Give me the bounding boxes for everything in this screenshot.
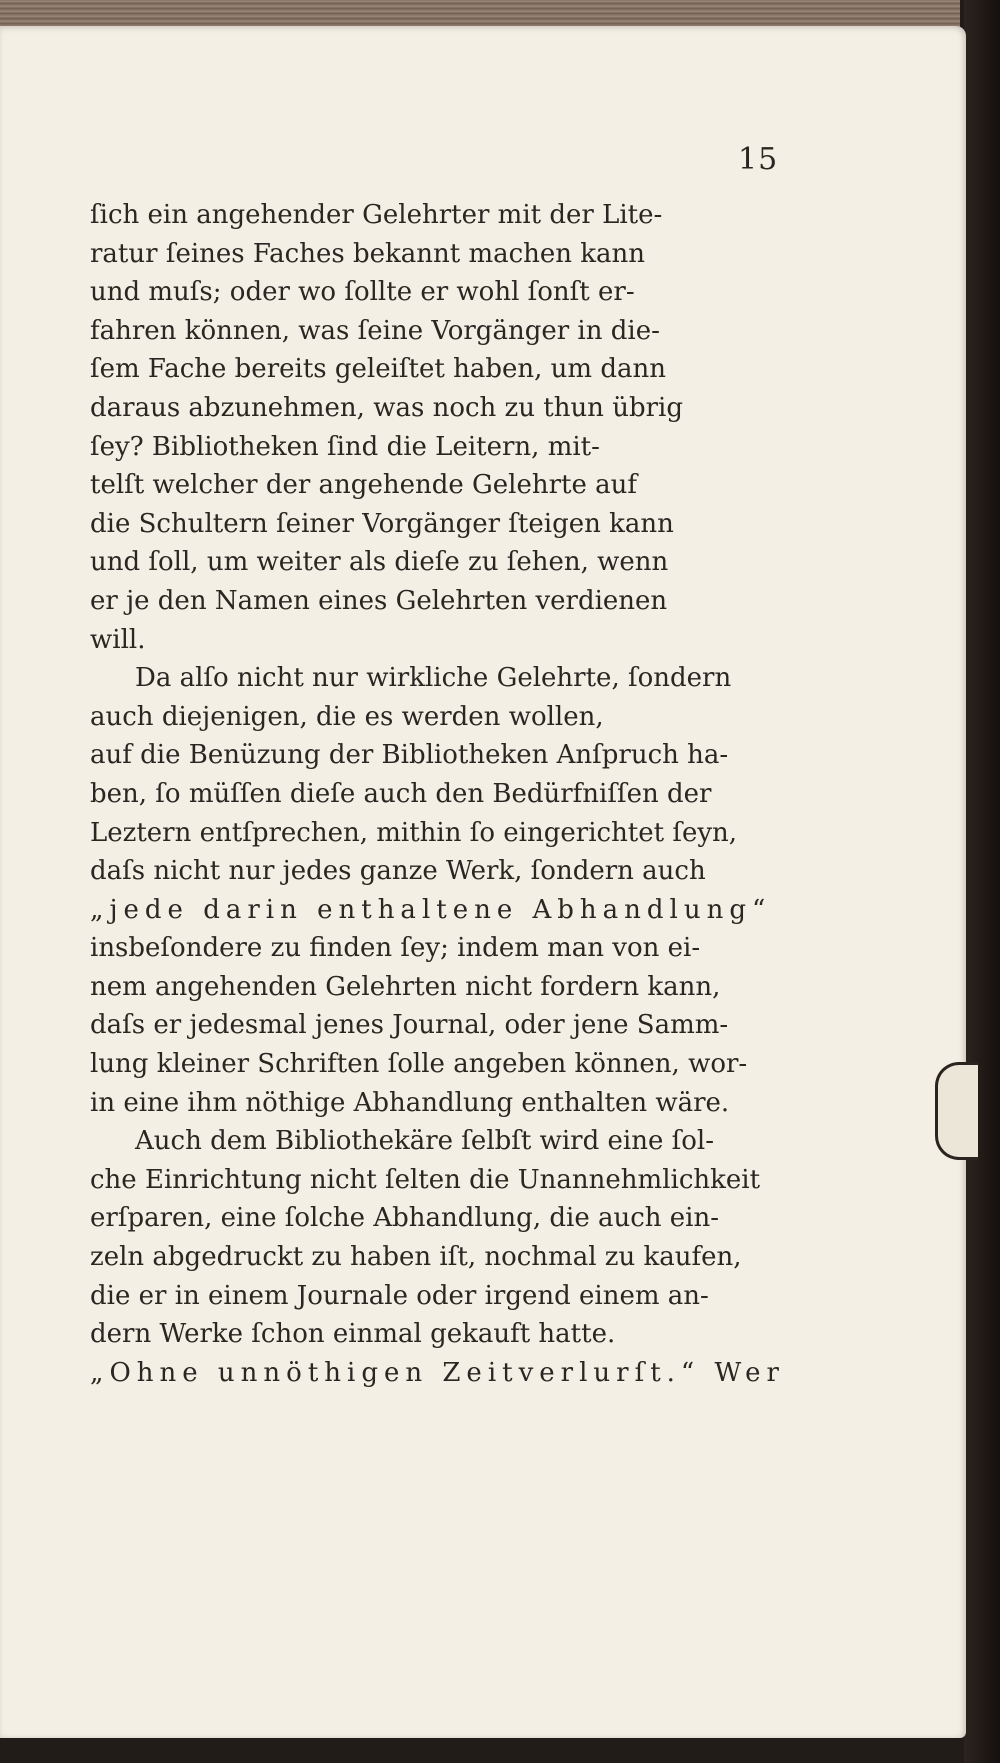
binding-shadow — [964, 0, 1000, 1763]
text-line: Leztern entſprechen, mithin ſo eingerichtet ſeyn, — [90, 817, 738, 848]
text-line: dern Werke ſchon einmal gekauft hatte. — [90, 1319, 616, 1350]
text-line: ſey? Bibliotheken ſind die Leitern, mit- — [90, 431, 600, 462]
text-line: telſt welcher der angehende Gelehrte auf — [90, 470, 638, 501]
text-line: auch diejenigen, die es werden wollen, — [90, 701, 604, 732]
page-clip — [935, 1062, 978, 1160]
text-line: ſich ein angehender Gelehrter mit der Lite- — [90, 200, 663, 230]
text-line: daraus abzunehmen, was noch zu thun übrig — [90, 392, 683, 423]
text-line: daſs nicht nur jedes ganze Werk, ſondern auch — [90, 856, 706, 887]
text-line: und ſoll, um weiter als dieſe zu ſehen, wenn — [90, 547, 669, 578]
paragraph-start: Auch dem Bibliothekäre ſelbſt wird eine ſol- — [135, 1126, 714, 1157]
text-line: die er in einem Journale oder irgend einem an- — [90, 1280, 709, 1311]
section-heading-line: „Ohne unnöthigen Zeitverlurſt.“ Wer — [90, 1357, 785, 1388]
text-line: die Schultern ſeiner Vorgänger ſteigen kann — [90, 508, 674, 539]
body-text — [90, 196, 790, 1392]
text-line: in eine ihm nöthige Abhandlung enthalten wäre. — [90, 1087, 730, 1118]
paragraph-start: Da alſo nicht nur wirkliche Gelehrte, ſondern — [135, 663, 732, 694]
text-line: ſem Fache bereits geleiſtet haben, um dann — [90, 354, 666, 385]
text-line: ratur ſeines Faches bekannt machen kann — [90, 238, 646, 269]
emphasized-line: „jede darin enthaltene Abhandlung“ — [90, 894, 772, 925]
text-line: und muſs; oder wo ſollte er wohl ſonſt er- — [90, 277, 635, 308]
text-line: fahren können, was ſeine Vorgänger in die- — [90, 315, 660, 346]
text-line: ben, ſo müſſen dieſe auch den Bedürfniſſen der — [90, 778, 712, 809]
text-line: nem angehenden Gelehrten nicht fordern kann, — [90, 971, 721, 1002]
text-line: zeln abgedruckt zu haben iſt, nochmal zu kaufen, — [90, 1242, 742, 1273]
text-line: lung kleiner Schriften ſolle angeben können, wor- — [90, 1049, 748, 1080]
text-line: erſparen, eine ſolche Abhandlung, die auch ein- — [90, 1203, 720, 1234]
text-line: insbeſondere zu finden ſey; indem man von ei- — [90, 933, 701, 964]
text-line: che Einrichtung nicht ſelten die Unannehmlichkeit — [90, 1164, 761, 1195]
text-line: will. — [90, 624, 146, 655]
page-number: 15 — [738, 142, 779, 177]
text-line: auf die Benüzung der Bibliotheken Anſpruch ha- — [90, 740, 729, 771]
book-page — [0, 26, 966, 1738]
text-line: daſs er jedesmal jenes Journal, oder jene Samm- — [90, 1010, 729, 1041]
text-line: er je den Namen eines Gelehrten verdienen — [90, 585, 668, 616]
